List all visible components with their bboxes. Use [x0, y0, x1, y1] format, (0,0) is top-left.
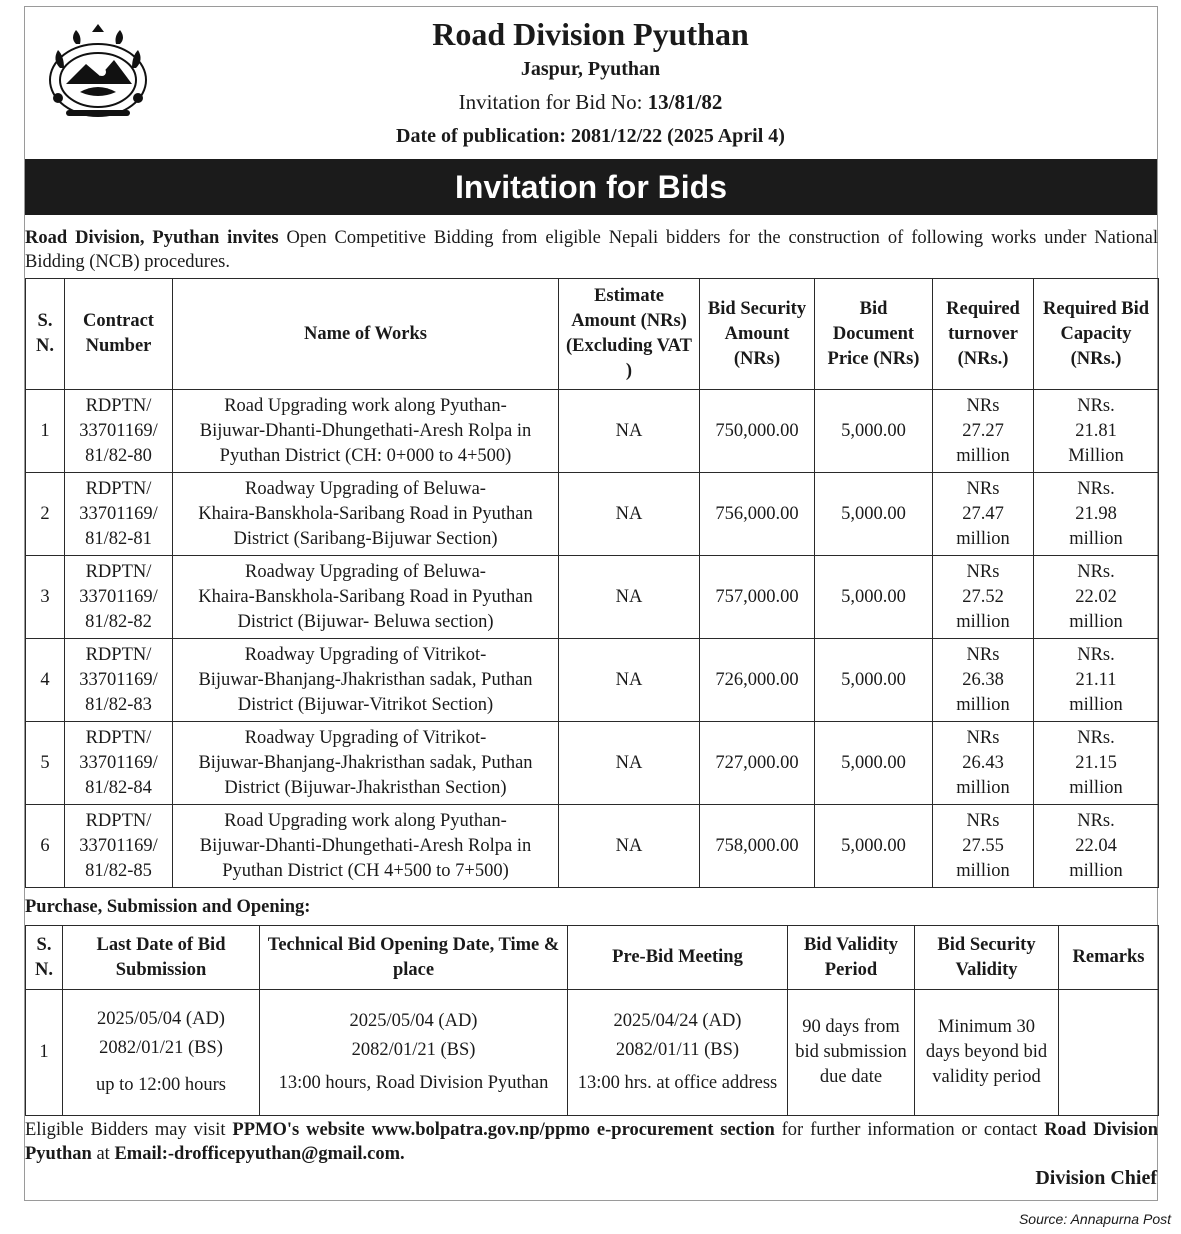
- sched-prebid-place: 13:00 hrs. at office address: [577, 1073, 778, 1093]
- footer-text-2: for further information or contact: [774, 1120, 1045, 1140]
- table-row: [26, 805, 1159, 888]
- cell-security: 750,000.00: [700, 390, 815, 473]
- cell-turnover: [933, 556, 1034, 639]
- cell-capacity-line: million: [1069, 777, 1123, 798]
- cell-name-line: Bijuwar-Bhanjang-Jhakristhan sadak, Puthan: [198, 752, 533, 773]
- cell-name: [173, 473, 559, 556]
- cell-name-line: Khaira-Banskhola-Saribang Road in Pyuthan: [198, 503, 533, 524]
- cell-estimate: NA: [559, 805, 700, 888]
- sched-opening-bs: 2082/01/21 (BS): [351, 1040, 476, 1060]
- cell-contract-line: 33701169/: [79, 586, 158, 607]
- bid-number-line: [0, 90, 1181, 115]
- cell-capacity-line: NRs.: [1077, 810, 1115, 831]
- cell-capacity-line: 22.02: [1075, 586, 1117, 607]
- col-estimate: Estimate Amount (NRs) (Excluding VAT ): [559, 279, 700, 390]
- cell-sn: 2: [26, 473, 65, 556]
- sched-last-date: [63, 990, 260, 1116]
- cell-contract-line: 33701169/: [79, 420, 158, 441]
- cell-turnover: [933, 639, 1034, 722]
- cell-capacity-line: 21.11: [1075, 669, 1117, 690]
- cell-capacity: [1034, 722, 1159, 805]
- cell-contract: [65, 805, 173, 888]
- cell-capacity: [1034, 556, 1159, 639]
- cell-name-line: Roadway Upgrading of Beluwa-: [245, 561, 486, 582]
- cell-turnover: [933, 805, 1034, 888]
- signature: Division Chief: [1035, 1167, 1157, 1189]
- cell-name: [173, 556, 559, 639]
- intro-paragraph: [25, 226, 1158, 274]
- cell-name-line: Road Upgrading work along Pyuthan-: [224, 810, 507, 831]
- cell-turnover-line: NRs: [966, 727, 1000, 748]
- cell-name-line: Pyuthan District (CH: 0+000 to 4+500): [219, 445, 512, 466]
- cell-contract-line: 81/82-84: [85, 777, 152, 798]
- cell-name-line: Roadway Upgrading of Vitrikot-: [244, 644, 487, 665]
- cell-name-line: Roadway Upgrading of Vitrikot-: [244, 727, 487, 748]
- sched-opening-place: 13:00 hours, Road Division Pyuthan: [278, 1073, 549, 1093]
- cell-doc-price: 5,000.00: [815, 639, 933, 722]
- bid-number-label: Invitation for Bid No:: [458, 90, 643, 114]
- schedule-table: [25, 925, 1159, 1116]
- cell-contract-line: 81/82-80: [85, 445, 152, 466]
- sched-col-remarks: Remarks: [1059, 926, 1159, 990]
- cell-capacity-line: 21.98: [1075, 503, 1117, 524]
- cell-turnover-line: 27.55: [962, 835, 1004, 856]
- col-sn: S. N.: [26, 279, 65, 390]
- cell-name-line: Pyuthan District (CH 4+500 to 7+500): [222, 860, 509, 881]
- sched-col-last-date: Last Date of Bid Submission: [63, 926, 260, 990]
- sched-opening-ad: 2025/05/04 (AD): [349, 1011, 478, 1031]
- cell-contract-line: 33701169/: [79, 669, 158, 690]
- cell-capacity-line: million: [1069, 694, 1123, 715]
- cell-sn: 4: [26, 639, 65, 722]
- cell-contract-line: 81/82-83: [85, 694, 152, 715]
- works-table: [25, 278, 1159, 888]
- cell-name-line: Road Upgrading work along Pyuthan-: [224, 395, 507, 416]
- table-row: [26, 556, 1159, 639]
- col-name: Name of Works: [173, 279, 559, 390]
- sched-col-prebid: Pre-Bid Meeting: [568, 926, 788, 990]
- cell-capacity: [1034, 805, 1159, 888]
- sched-prebid: [568, 990, 788, 1116]
- col-capacity: Required Bid Capacity (NRs.): [1034, 279, 1159, 390]
- publication-date: Date of publication: 2081/12/22 (2025 April 4): [396, 125, 785, 147]
- invitation-banner: Invitation for Bids: [25, 159, 1157, 215]
- cell-name-line: District (Bijuwar-Vitrikot Section): [237, 694, 494, 715]
- cell-capacity-line: million: [1069, 611, 1123, 632]
- cell-capacity-line: 21.81: [1075, 420, 1117, 441]
- bid-number: 13/81/82: [647, 90, 723, 114]
- cell-security: 758,000.00: [700, 805, 815, 888]
- cell-security: 757,000.00: [700, 556, 815, 639]
- cell-sn: 5: [26, 722, 65, 805]
- cell-capacity-line: 22.04: [1075, 835, 1117, 856]
- footer-text-3: at: [91, 1144, 115, 1164]
- cell-name: [173, 639, 559, 722]
- cell-capacity-line: NRs.: [1077, 478, 1115, 499]
- cell-contract-line: RDPTN/: [85, 644, 152, 665]
- cell-capacity: [1034, 473, 1159, 556]
- cell-name: [173, 390, 559, 473]
- cell-name-line: District (Saribang-Bijuwar Section): [233, 528, 498, 549]
- cell-sn: 1: [26, 390, 65, 473]
- cell-turnover-line: million: [956, 860, 1010, 881]
- cell-turnover-line: million: [956, 445, 1010, 466]
- footer-text-1: Eligible Bidders may visit: [25, 1120, 233, 1140]
- sched-last-date-ad: 2025/05/04 (AD): [97, 1009, 225, 1029]
- cell-capacity: [1034, 639, 1159, 722]
- cell-contract-line: RDPTN/: [85, 478, 152, 499]
- cell-name-line: District (Bijuwar- Beluwa section): [237, 611, 494, 632]
- cell-estimate: NA: [559, 390, 700, 473]
- cell-turnover-line: 27.27: [962, 420, 1004, 441]
- cell-capacity-line: million: [1069, 860, 1123, 881]
- cell-turnover-line: NRs: [966, 810, 1000, 831]
- cell-capacity-line: NRs.: [1077, 561, 1115, 582]
- table-row: [26, 639, 1159, 722]
- cell-contract-line: 81/82-85: [85, 860, 152, 881]
- cell-turnover: [933, 473, 1034, 556]
- cell-turnover-line: million: [956, 528, 1010, 549]
- office-address: Jaspur, Pyuthan: [520, 58, 661, 80]
- cell-estimate: NA: [559, 722, 700, 805]
- sched-col-opening: Technical Bid Opening Date, Time & place: [260, 926, 568, 990]
- table-row: [26, 473, 1159, 556]
- cell-turnover-line: million: [956, 694, 1010, 715]
- schedule-row: [26, 990, 1159, 1116]
- cell-turnover-line: NRs: [966, 478, 1000, 499]
- cell-turnover-line: million: [956, 777, 1010, 798]
- cell-contract-line: RDPTN/: [85, 561, 152, 582]
- cell-contract: [65, 556, 173, 639]
- sched-remarks: [1059, 990, 1159, 1116]
- cell-doc-price: 5,000.00: [815, 556, 933, 639]
- intro-text: Open Competitive Bidding from eligible Nepali bidders for the construction of following works under National Bidding (NCB) procedures.: [25, 228, 1159, 272]
- office-email: Email:-drofficepyuthan@gmail.com.: [114, 1144, 405, 1164]
- cell-name-line: Roadway Upgrading of Beluwa-: [245, 478, 486, 499]
- source-credit: Source: Annapurna Post: [1018, 1211, 1171, 1227]
- cell-capacity-line: million: [1069, 528, 1123, 549]
- intro-bold: Road Division, Pyuthan invites: [25, 228, 279, 248]
- sched-last-date-bs: 2082/01/21 (BS): [99, 1038, 223, 1058]
- office-name: Road Division Pyuthan: [25, 1120, 1158, 1164]
- cell-capacity-line: Million: [1068, 445, 1124, 466]
- cell-estimate: NA: [559, 639, 700, 722]
- cell-contract-line: 33701169/: [79, 835, 158, 856]
- cell-capacity-line: NRs.: [1077, 727, 1115, 748]
- cell-turnover: [933, 390, 1034, 473]
- cell-name-line: Bijuwar-Dhanti-Dhungethati-Aresh Rolpa in: [199, 835, 532, 856]
- ppmo-website: PPMO's website www.bolpatra.gov.np/ppmo e-procurement section: [232, 1120, 775, 1140]
- cell-turnover-line: 26.38: [962, 669, 1004, 690]
- cell-sn: 3: [26, 556, 65, 639]
- col-contract: Contract Number: [65, 279, 173, 390]
- page-title: Road Division Pyuthan: [432, 16, 749, 52]
- cell-turnover-line: million: [956, 611, 1010, 632]
- col-doc-price: Bid Document Price (NRs): [815, 279, 933, 390]
- cell-name-line: Bijuwar-Dhanti-Dhungethati-Aresh Rolpa in: [199, 420, 532, 441]
- cell-security: 727,000.00: [700, 722, 815, 805]
- cell-capacity-line: NRs.: [1077, 644, 1115, 665]
- cell-name: [173, 722, 559, 805]
- works-header-row: [26, 279, 1159, 390]
- cell-name-line: Bijuwar-Bhanjang-Jhakristhan sadak, Puthan: [198, 669, 533, 690]
- cell-contract-line: 81/82-81: [85, 528, 152, 549]
- sched-prebid-ad: 2025/04/24 (AD): [613, 1011, 742, 1031]
- sched-prebid-bs: 2082/01/11 (BS): [615, 1040, 740, 1060]
- section-title: Purchase, Submission and Opening:: [25, 897, 311, 917]
- cell-turnover-line: 27.47: [962, 503, 1004, 524]
- cell-turnover-line: 26.43: [962, 752, 1004, 773]
- sched-opening: [260, 990, 568, 1116]
- cell-name-line: Khaira-Banskhola-Saribang Road in Pyuthan: [198, 586, 533, 607]
- sched-col-validity: Bid Validity Period: [788, 926, 915, 990]
- cell-contract: [65, 473, 173, 556]
- col-turnover: Required turnover (NRs.): [933, 279, 1034, 390]
- cell-turnover-line: NRs: [966, 561, 1000, 582]
- sched-sec-validity: Minimum 30 days beyond bid validity period: [915, 990, 1059, 1116]
- cell-doc-price: 5,000.00: [815, 722, 933, 805]
- sched-last-date-time: up to 12:00 hours: [95, 1075, 226, 1095]
- cell-turnover-line: NRs: [966, 644, 1000, 665]
- cell-estimate: NA: [559, 556, 700, 639]
- cell-contract-line: RDPTN/: [85, 395, 152, 416]
- cell-capacity-line: NRs.: [1077, 395, 1115, 416]
- sched-sn: 1: [26, 990, 63, 1116]
- cell-estimate: NA: [559, 473, 700, 556]
- cell-security: 756,000.00: [700, 473, 815, 556]
- cell-doc-price: 5,000.00: [815, 805, 933, 888]
- cell-contract-line: 81/82-82: [85, 611, 152, 632]
- cell-contract: [65, 639, 173, 722]
- cell-contract-line: 33701169/: [79, 503, 158, 524]
- cell-contract-line: RDPTN/: [85, 727, 152, 748]
- cell-doc-price: 5,000.00: [815, 390, 933, 473]
- table-row: [26, 390, 1159, 473]
- cell-contract: [65, 722, 173, 805]
- cell-name: [173, 805, 559, 888]
- footer-note: [25, 1118, 1158, 1166]
- cell-sn: 6: [26, 805, 65, 888]
- cell-turnover-line: 27.52: [962, 586, 1004, 607]
- cell-contract: [65, 390, 173, 473]
- cell-turnover-line: NRs: [966, 395, 1000, 416]
- sched-validity: 90 days from bid submission due date: [788, 990, 915, 1116]
- col-security: Bid Security Amount (NRs): [700, 279, 815, 390]
- cell-doc-price: 5,000.00: [815, 473, 933, 556]
- cell-turnover: [933, 722, 1034, 805]
- sched-col-sec-validity: Bid Security Validity: [915, 926, 1059, 990]
- cell-security: 726,000.00: [700, 639, 815, 722]
- schedule-header-row: [26, 926, 1159, 990]
- cell-capacity-line: 21.15: [1075, 752, 1117, 773]
- cell-contract-line: 33701169/: [79, 752, 158, 773]
- cell-contract-line: RDPTN/: [85, 810, 152, 831]
- sched-col-sn: S. N.: [26, 926, 63, 990]
- cell-name-line: District (Bijuwar-Jhakristhan Section): [224, 777, 507, 798]
- cell-capacity: [1034, 390, 1159, 473]
- table-row: [26, 722, 1159, 805]
